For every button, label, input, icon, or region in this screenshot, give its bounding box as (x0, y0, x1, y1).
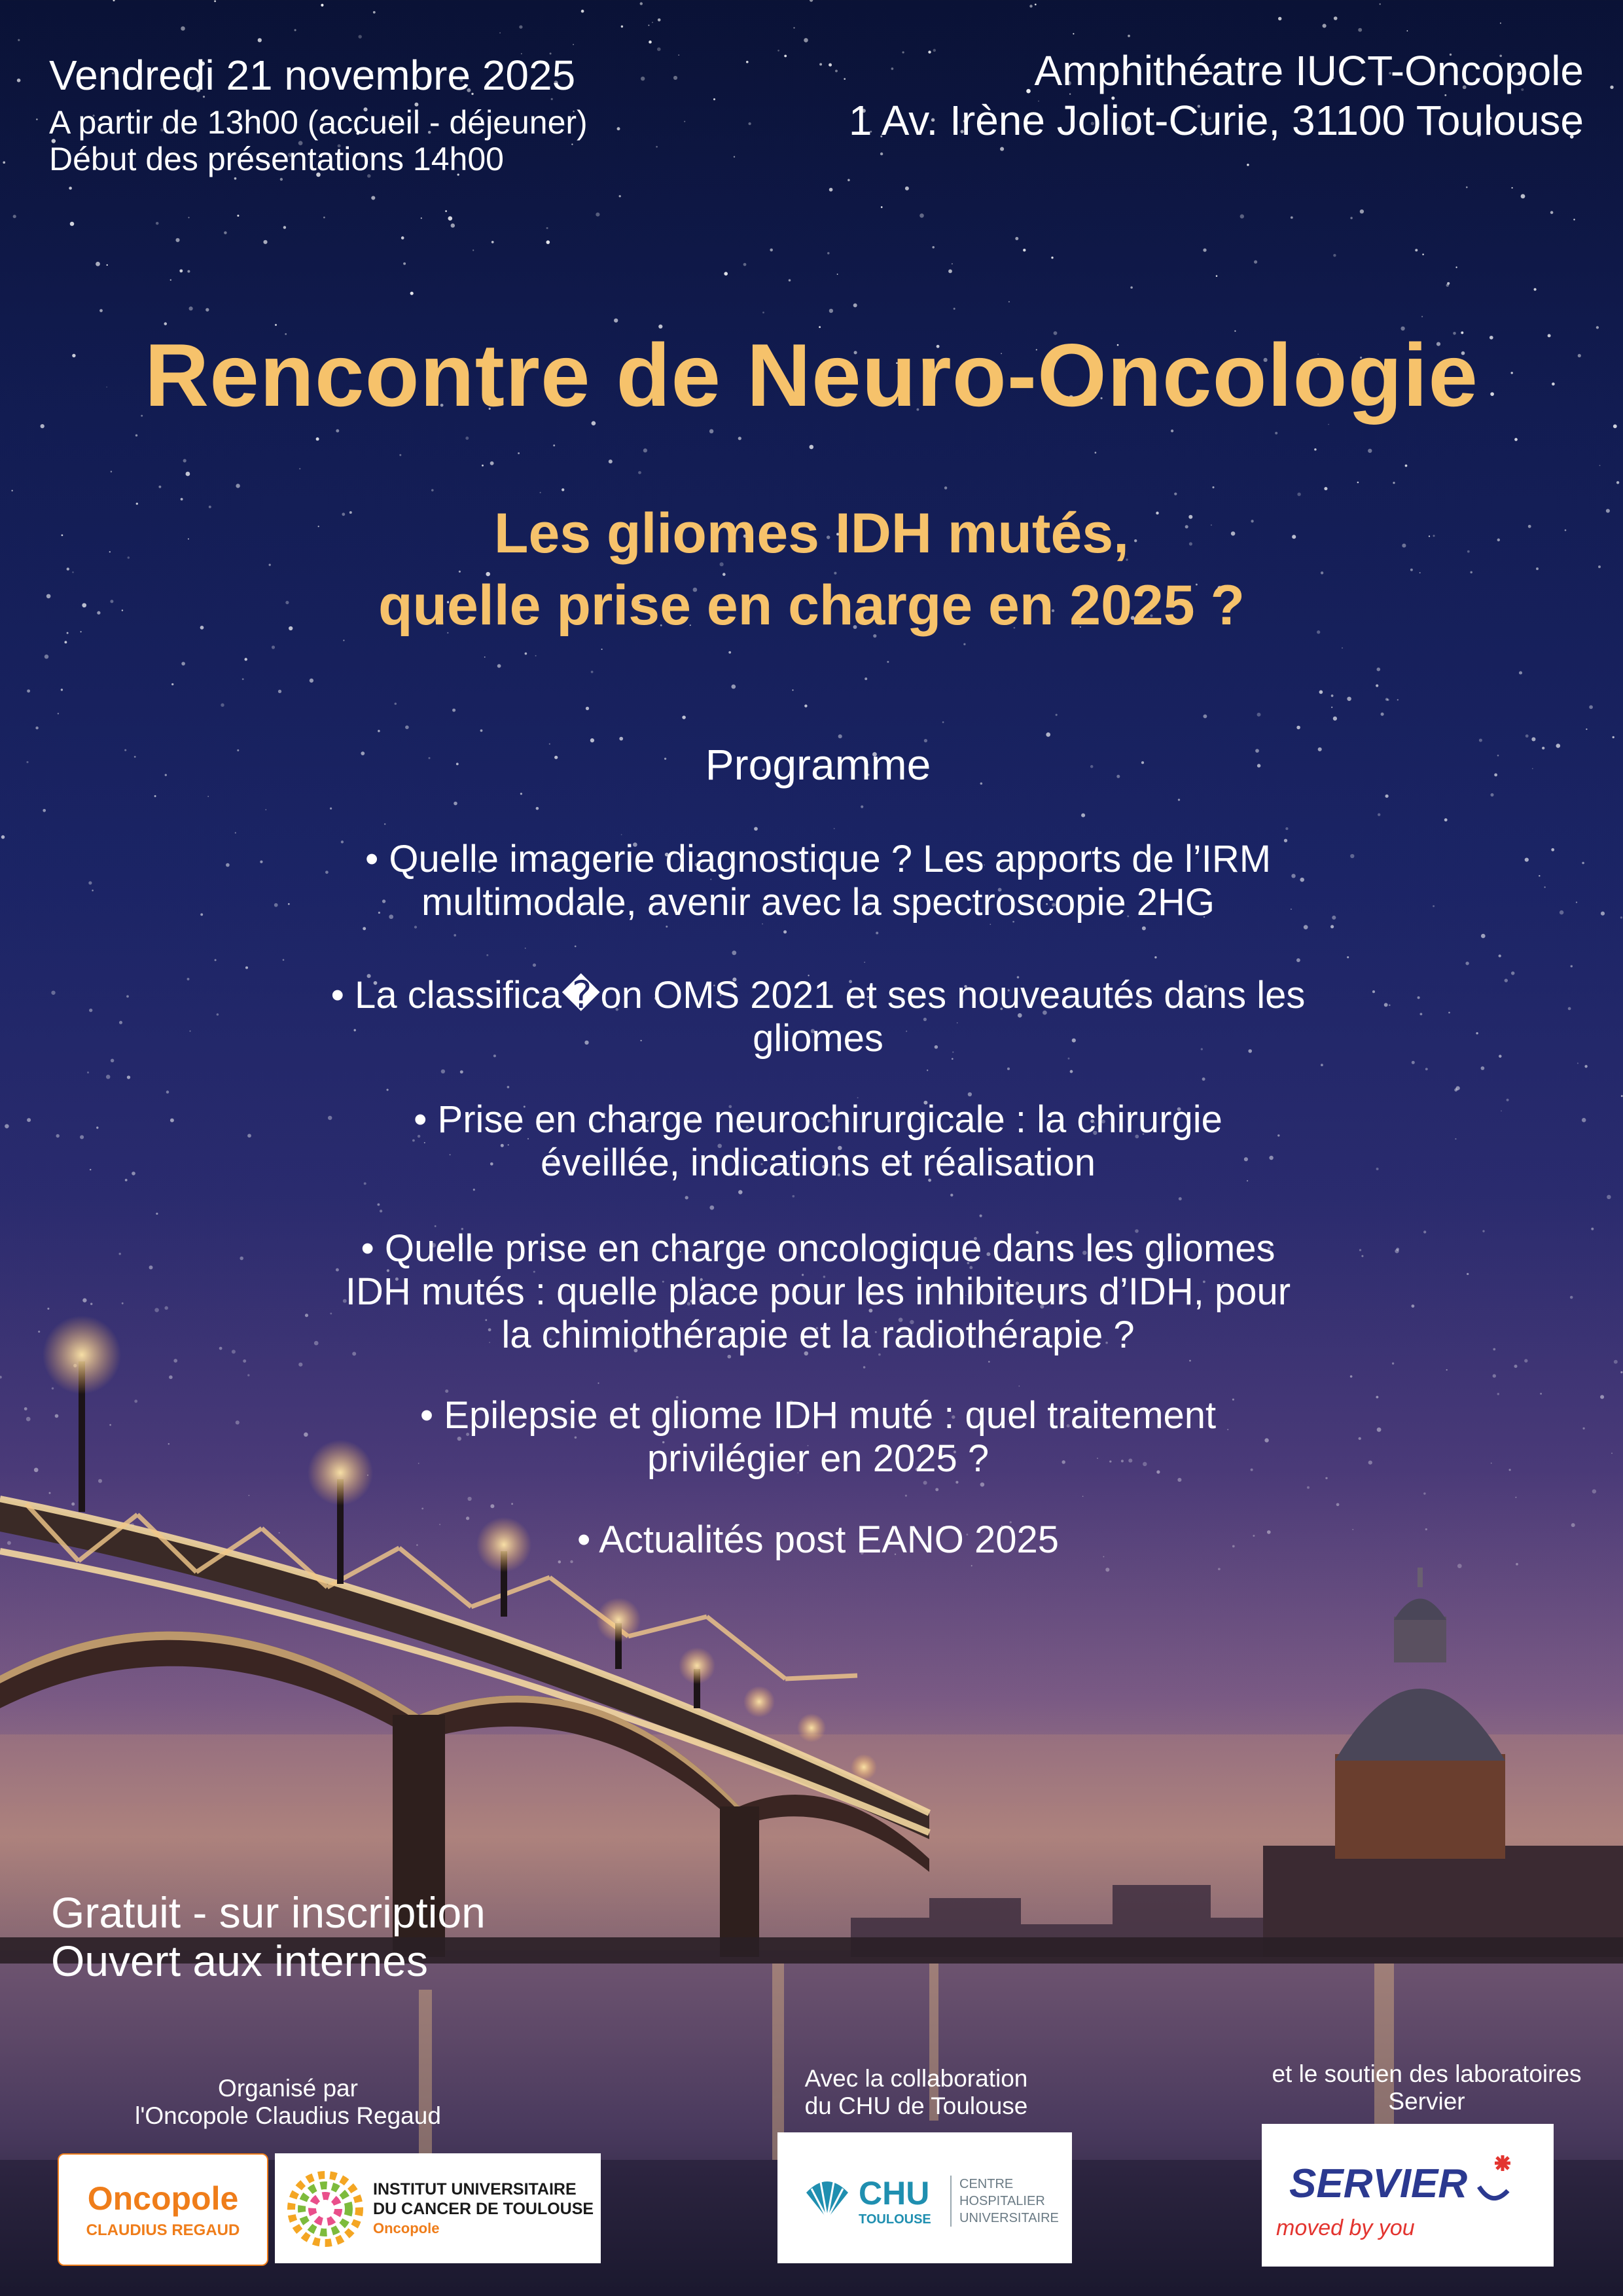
venue-name: Amphithéatre IUCT-Oncopole (1034, 47, 1584, 94)
servier-star-icon (1475, 2153, 1517, 2212)
organizer-label-line: l'Oncopole Claudius Regaud (135, 2102, 441, 2129)
oncopole-logo (58, 2153, 268, 2266)
venue-address: 1 Av. Irène Joliot-Curie, 31100 Toulouse (848, 97, 1584, 144)
subtitle-line-2: quelle prise en charge en 2025 ? (378, 574, 1245, 637)
chu-logo-line: UNIVERSITAIRE (959, 2211, 1059, 2225)
iuct-logo-line: DU CANCER DE TOULOUSE (373, 2200, 594, 2218)
chu-logo-line: CENTRE (959, 2177, 1014, 2191)
organizer-label (98, 2075, 478, 2130)
oncopole-logo-subtitle: CLAUDIUS REGAUD (86, 2221, 240, 2239)
programme-item (223, 1394, 1414, 1480)
collaboration-label (740, 2065, 1093, 2120)
iuct-logo-line: Oncopole (373, 2220, 440, 2236)
event-subtitle (0, 497, 1623, 641)
chu-logo-city: TOULOUSE (859, 2212, 931, 2227)
sponsor-label-line: et le soutien des laboratoires (1272, 2060, 1582, 2087)
programme-item-line: IDH mutés : quelle place pour les inhibiteurs d’IDH, pour (345, 1270, 1291, 1313)
programme-item (223, 1227, 1414, 1357)
programme-item-line: gliomes (753, 1017, 883, 1060)
chu-logo-line: HOSPITALIER (959, 2194, 1045, 2208)
iuct-logo (275, 2153, 601, 2263)
sponsor-label-line: Servier (1388, 2088, 1465, 2115)
oncopole-logo-name: Oncopole (87, 2180, 239, 2217)
servier-logo-name: SERVIER (1289, 2161, 1468, 2206)
programme-item (223, 838, 1414, 924)
chu-toulouse-logo (777, 2132, 1072, 2263)
programme-item-line: • Quelle imagerie diagnostique ? Les apports de l’IRM (365, 838, 1272, 880)
programme-item-line: la chimiothérapie et la radiothérapie ? (501, 1314, 1135, 1356)
registration-interns: Ouvert aux internes (51, 1937, 428, 1985)
servier-tagline: moved by you (1276, 2215, 1415, 2240)
programme-item-line: • Quelle prise en charge oncologique dans les gliomes (361, 1227, 1275, 1270)
chu-shell-icon (802, 2173, 852, 2223)
collaboration-label-line: du CHU de Toulouse (804, 2092, 1028, 2119)
event-venue (849, 46, 1584, 145)
programme-item (223, 974, 1414, 1060)
iuct-logo-text (373, 2179, 594, 2238)
collaboration-label-line: Avec la collaboration (804, 2065, 1028, 2092)
iuct-sun-icon (284, 2168, 366, 2250)
programme-item-line: éveillée, indications et réalisation (541, 1141, 1096, 1184)
organizer-label-line: Organisé par (218, 2075, 358, 2102)
sponsor-label (1230, 2060, 1623, 2115)
programme-item-line: • Actualités post EANO 2025 (577, 1518, 1060, 1561)
event-time-presentations: Début des présentations 14h00 (49, 141, 504, 177)
programme-item-line: multimodale, avenir avec la spectroscopie 2HG (421, 881, 1215, 924)
subtitle-line-1: Les gliomes IDH mutés, (493, 502, 1130, 565)
chu-logo-divider (950, 2176, 952, 2227)
chu-logo-text (959, 2176, 1059, 2227)
programme-item (223, 1518, 1414, 1562)
programme-item-line: • Epilepsie et gliome IDH muté : quel traitement (419, 1394, 1217, 1437)
programme-item-line: • La classifica�on OMS 2021 et ses nouveautés dans les (330, 974, 1306, 1016)
registration-info (51, 1888, 486, 1985)
event-time-welcome: A partir de 13h00 (accueil - déjeuner) (49, 104, 588, 141)
iuct-logo-line: INSTITUT UNIVERSITAIRE (373, 2180, 577, 2198)
programme-item-line: • Prise en charge neurochirurgicale : la chirurgie (414, 1098, 1222, 1141)
event-date: Vendredi 21 novembre 2025 (49, 52, 576, 99)
event-title: Rencontre de Neuro-Oncologie (145, 325, 1478, 425)
chu-logo-name: CHU (859, 2175, 930, 2212)
servier-logo (1262, 2124, 1554, 2267)
programme-item-line: privilégier en 2025 ? (647, 1437, 990, 1480)
programme-heading: Programme (705, 740, 931, 789)
registration-free: Gratuit - sur inscription (51, 1888, 486, 1937)
programme-item (223, 1098, 1414, 1185)
